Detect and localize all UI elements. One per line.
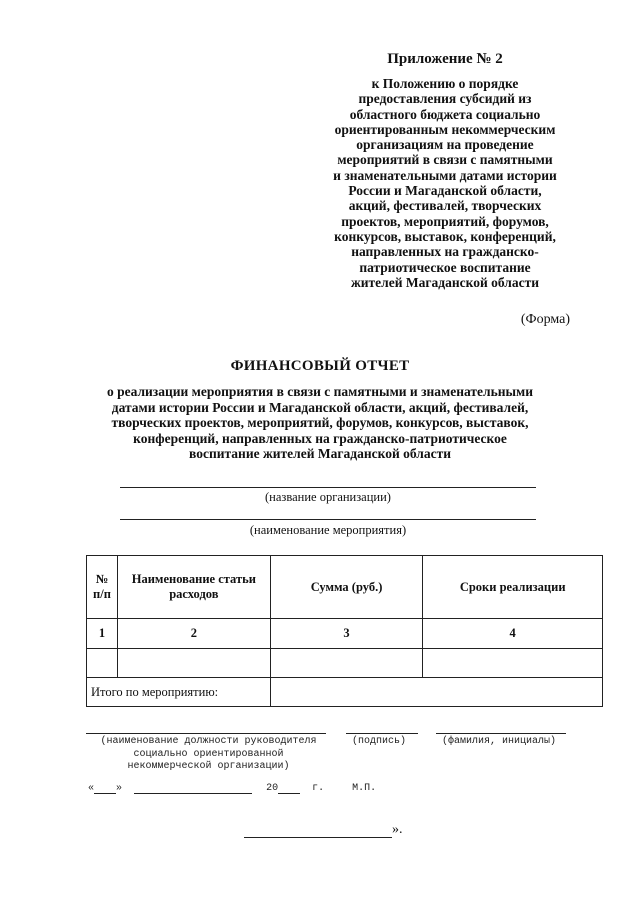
appendix-line: организациям на проведение	[356, 137, 534, 153]
subtitle-line: о реализации мероприятия в связи с памятными и знаменательными	[106, 384, 534, 399]
signature-line[interactable]	[346, 733, 418, 734]
appendix-line: ориентированным некоммерческим	[334, 121, 556, 137]
appendix-line: и знаменательными датами истории	[333, 167, 557, 183]
appendix-line: конкурсов, выставок, конференций,	[334, 228, 556, 244]
subtitle-line: творческих проектов, мероприятий, форумов, конкурсов, выставок,	[111, 415, 529, 430]
organization-name-line[interactable]	[120, 487, 536, 488]
name-caption: (фамилия, инициалы)	[442, 736, 557, 747]
position-caption-line: некоммерческой организации)	[127, 761, 290, 772]
table-row	[87, 619, 603, 649]
header-amount: Сумма (руб.)	[270, 556, 423, 619]
expense-table	[86, 555, 603, 707]
header-dates: Сроки реализации	[423, 556, 603, 619]
header-expense-item: Наименование статьи расходов	[117, 556, 270, 619]
header-number: № п/п	[87, 556, 118, 619]
position-caption-line: (наименование должности руководителя	[100, 736, 317, 747]
appendix-block	[300, 50, 590, 290]
appendix-line: России и Магаданской области,	[348, 183, 542, 199]
subtitle-line: конференций, направленных на гражданско-патриотическое	[133, 430, 507, 446]
appendix-line: областного бюджета социально	[349, 106, 541, 122]
closing-field[interactable]	[244, 823, 392, 838]
position-line[interactable]	[86, 733, 326, 734]
closing-line	[244, 822, 403, 838]
signature-caption: (подпись)	[352, 736, 407, 747]
appendix-line: к Положению о порядке	[371, 76, 519, 91]
stamp-label: М.П.	[352, 783, 377, 794]
organization-caption: (название организации)	[265, 490, 391, 504]
total-value-cell[interactable]	[270, 678, 602, 707]
appendix-line: мероприятий в связи с памятными	[337, 152, 553, 168]
year-prefix: 20	[266, 783, 279, 794]
appendix-line: предоставления субсидий из	[358, 91, 532, 107]
position-caption	[86, 736, 331, 774]
empty-cell[interactable]	[270, 649, 423, 678]
event-caption: (наименование мероприятия)	[249, 523, 407, 537]
day-field[interactable]	[94, 783, 116, 794]
position-caption-line: социально ориентированной	[133, 748, 284, 760]
date-row	[88, 783, 376, 794]
column-number-3: 3	[270, 619, 423, 649]
open-quote: «	[88, 783, 95, 794]
subtitle-line: датами истории России и Магаданской области, акций, фестивалей,	[111, 399, 529, 415]
report-title: ФИНАНСОВЫЙ ОТЧЕТ	[230, 358, 410, 374]
appendix-line: патриотическое воспитание	[359, 259, 531, 275]
empty-cell[interactable]	[117, 649, 270, 678]
appendix-line: проектов, мероприятий, форумов,	[341, 213, 549, 229]
month-field[interactable]	[134, 783, 252, 794]
closing-mark: ».	[392, 822, 403, 837]
empty-cell[interactable]	[87, 649, 118, 678]
subtitle-line: воспитание жителей Магаданской области	[189, 446, 451, 461]
appendix-line: жителей Магаданской области	[350, 274, 540, 290]
name-line[interactable]	[436, 733, 566, 734]
empty-cell[interactable]	[423, 649, 603, 678]
column-number-1: 1	[87, 619, 118, 649]
year-field[interactable]	[278, 783, 300, 794]
close-quote: »	[116, 783, 123, 794]
table-header-row	[87, 556, 603, 619]
year-suffix: г.	[312, 783, 325, 794]
appendix-line: направленных на гражданско-	[351, 244, 539, 260]
appendix-line: акций, фестивалей, творческих	[348, 198, 542, 214]
form-label: (Форма)	[520, 312, 570, 327]
column-number-4: 4	[423, 619, 603, 649]
table-row	[87, 649, 603, 678]
total-label: Итого по мероприятию:	[87, 678, 271, 707]
appendix-number: Приложение № 2	[387, 51, 503, 67]
event-name-line[interactable]	[120, 519, 536, 520]
total-row	[87, 678, 603, 707]
report-subtitle	[70, 384, 570, 462]
column-number-2: 2	[117, 619, 270, 649]
